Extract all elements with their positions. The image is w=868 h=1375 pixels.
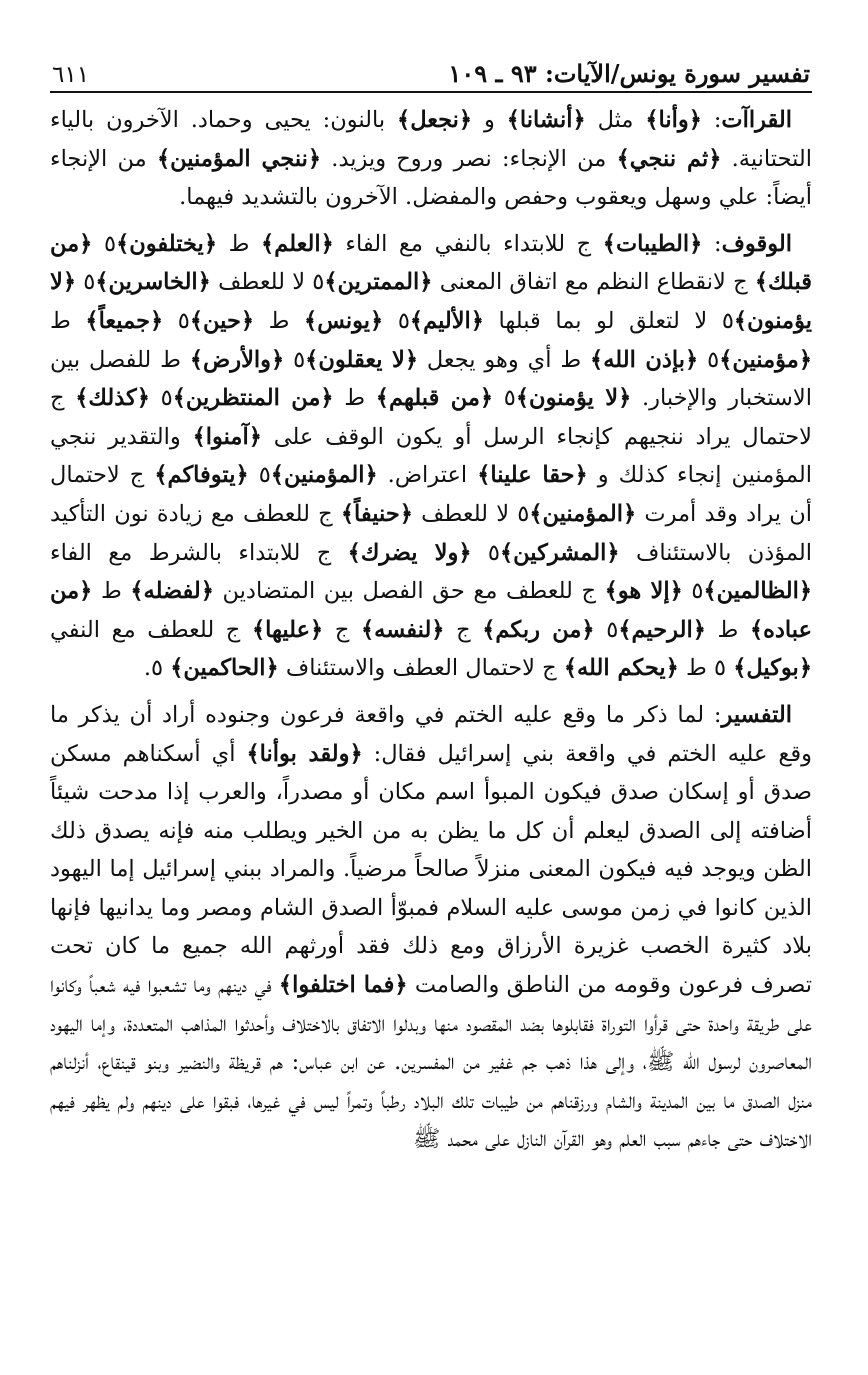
text-run: ٥ [383,307,410,334]
quran-quote: ﴿حنيفاً﴾ [340,500,413,527]
section-label: الوقوف [721,230,792,257]
text-run: ٥ [248,462,271,489]
text-run: ج للعطف مع النفي [50,616,252,643]
quran-quote: ﴿الطيبات﴾ [602,230,703,257]
text-run: مثل [585,107,646,133]
quran-quote: ﴿بوكيل﴾ [733,655,812,682]
quran-quote: ﴿حين﴾ [189,307,255,334]
quran-quote: ﴿بإذن الله﴾ [590,346,699,373]
tafsir-section [50,696,812,1159]
quran-quote: ﴿وأنا﴾ [645,107,702,133]
text-run: ط أي وهو يجعل [418,346,591,373]
quran-quote: ﴿من المنتظرين﴾ [172,385,334,412]
quran-quote: ﴿لا يؤمنون﴾ [515,385,632,412]
quran-quote: ﴿حقا علينا﴾ [477,462,588,489]
text-run: ج لاحتمال العطف والاستئناف [278,655,564,682]
quran-quote: ﴿من ربكم﴾ [482,616,595,643]
text-run: ط [333,385,376,412]
quran-quote: ﴿من عباده﴾ [50,578,812,643]
quran-quote: ﴿أنشانا﴾ [506,107,586,133]
text-run: ط [92,578,131,605]
text-run: ٥ [682,578,704,605]
section-body [50,107,812,210]
page-header [50,50,812,93]
quran-quote: ﴿المشركين﴾ [500,539,620,566]
text-run: : [702,230,722,257]
text-run: من الإنجاء أيضاً: علي وسهل ويعقوب وحفص والمفضل. الآخرون بالتشديد فيهما. [50,145,812,211]
quran-quote: ﴿المؤمنين﴾ [270,462,378,489]
text-run: في دينهم وما تشعبوا فيه شعباً وكانوا على طريقة واحدة حتى قرأوا التوراة فقابلوها بضد المقصود منها وبدلوا الاتفاق بالاختلاف وأحدثوا المذاهب المتعددة، وإما اليهود المعاصرون لرسول الله ﷺ، وإلى هذا ذهب جم غفير من المفسرين. عن ابن عباس: هم قريظة والنضير وبنو قينقاع، أنزلناهم منزل الصدق ما بين المدينة والشام ورزقناهم من طيبات تلك البلاد رطباً وتمراً ليس في غيرها، فبقوا على دينهم ولم يظهر فيهم الاختلاف حتى جاءهم سبب العلم وهو القرآن النازل على محمد ﷺ [50,972,812,1153]
text-run: ج للعطف مع زيادة نون التأكيد المؤذن بالاستئناف [50,500,813,566]
text-run: ٥ لا لتعلق لو بما قبلها [483,307,734,334]
text-run: : [701,107,722,133]
text-run: ٥ ط [678,655,734,682]
quran-quote: ﴿جميعاً﴾ [85,307,164,334]
text-run: ٥ [284,346,306,373]
quran-quote: ﴿فما اختلفوا﴾ [278,972,408,999]
text-run: ج [444,616,483,643]
section-body [50,231,812,682]
quran-quote: ﴿يحكم الله﴾ [563,655,679,682]
quran-quote: ﴿الحاكمين﴾ [170,655,279,682]
quran-quote: ﴿ولا يضرك﴾ [347,539,472,566]
text-run: ٥ [149,385,173,412]
text-run: أي أسكناهم مسكن صدق أو إسكان صدق فيكون المبوأ اسم مكان أو مصدراً، والعرب إذا مدحت شيئاً أضافته إلى الصدق ليعلم أن كل ما يظن به من الخير ويطلب منه فإنه يصدق ذلك الظن ويوجد فيه فيكون المعنى منزلاً صالحاً مرضياً. والمراد ببني إسرائيل إما اليهود الذين كانوا في زمن موسى عليه السلام فمبوّأ الصدق الشام ومصر وما يدانيها فإنها بلاد كثيرة الخصب غزيرة الأرزاق ومع ذلك فقد أورثهم الله جميع ما كان تحت تصرف فرعون وقومه من الناطق والصامت [50,740,812,999]
quran-quote: ﴿ثم ننجي﴾ [616,145,722,172]
quran-quote: ﴿المؤمنين﴾ [529,500,637,527]
text-run: و [472,107,507,133]
running-title: تفسير سورة يونس/الآيات: ٩٣ ـ ١٠٩ [448,59,810,88]
quran-quote: ﴿الممترين﴾ [324,269,433,296]
text-run: ٥ لا للعطف [412,500,530,527]
page-number: ٦١١ [52,62,90,88]
quran-quote: ﴿لا يؤمنون﴾ [50,269,812,334]
text-run: ج [323,616,361,643]
quran-quote: ﴿الظالمين﴾ [703,578,813,605]
quran-quote: ﴿من قبلهم﴾ [375,385,494,412]
quran-quote: ﴿ولقد بوأنا﴾ [246,740,363,767]
qiraat-section [50,101,812,217]
quran-quote: ﴿ننجي المؤمنين﴾ [156,145,322,172]
text-run: ط [705,616,750,643]
text-run: ٥ [493,385,516,412]
text-run: ج للابتداء بالشرط مع الفاء [50,539,348,566]
wuquf-section [50,225,812,688]
quran-quote: ﴿يونس﴾ [304,307,384,334]
text-run: : لما ذكر ما وقع عليه الختم في واقعة فرعون وجنوده أراد أن يذكر ما وقع عليه الختم في واقعة بني إسرائيل فقال: [50,701,812,767]
quran-quote: ﴿عليها﴾ [251,616,324,643]
quran-quote: ﴿إلا هو﴾ [604,578,683,605]
text-run: ج للعطف مع حق الفصل بين المتضادين [213,578,605,605]
quran-quote: ﴿كذلك﴾ [75,385,150,412]
text-run: ٥. [143,655,171,682]
text-run: ط [50,307,86,334]
quran-quote: ﴿الرحيم﴾ [618,616,706,643]
text-run: بالنون: يحيى وحماد. الآخرون بالياء التحتانية. [50,107,812,172]
text-run: ٥ [92,230,117,257]
text-run: ج لاحتمال يراد ننجيهم كإنجاء الرسل أو يكون الوقف على [50,385,813,450]
text-run: ٥ لا للعطف [210,269,325,296]
text-run: ٥ [163,307,190,334]
quran-quote: ﴿مؤمنين﴾ [719,346,813,373]
quran-quote: ﴿يتوفاكم﴾ [154,462,249,489]
quran-quote: ﴿لنفسه﴾ [360,616,445,643]
text-run: ٥ [76,269,96,296]
text-run: ٥ [471,539,500,566]
section-label: التفسير [721,701,792,728]
quran-quote: ﴿يختلفون﴾ [116,230,217,257]
quran-quote: ﴿لفضله﴾ [130,578,214,605]
text-run: ج لاحتمال أن يراد وقد أمرت [50,462,812,527]
text-run: ٥ [594,616,619,643]
quran-quote: ﴿الخاسرين﴾ [95,269,211,296]
quran-quote: ﴿العلم﴾ [261,230,334,257]
text-run: ط للفصل بين الاستخبار والإخبار. [50,346,812,412]
quran-quote: ﴿من قبلك﴾ [50,230,812,296]
text-run: اعتراض. [377,462,478,489]
text-run: والتقدير ننجي المؤمنين إنجاء كذلك و [50,423,812,489]
text-run: ج للابتداء بالنفي مع الفاء [333,230,603,257]
quran-quote: ﴿لا يعقلون﴾ [305,346,419,373]
text-run: ج لانقطاع النظم مع اتفاق المعنى [432,269,755,296]
section-body [50,702,812,1153]
text-run: من الإنجاء: نصر وروح ويزيد. [321,145,617,172]
text-run: ط [254,307,305,334]
quran-quote: ﴿آمنوا﴾ [192,423,262,450]
quran-quote: ﴿والأرض﴾ [189,346,285,373]
text-run: ط [217,230,262,257]
quran-quote: ﴿الأليم﴾ [409,307,484,334]
section-label: القراآت [721,107,793,133]
quran-quote: ﴿نجعل﴾ [397,107,473,133]
text-run: ٥ [698,346,720,373]
page-content [50,101,812,1159]
